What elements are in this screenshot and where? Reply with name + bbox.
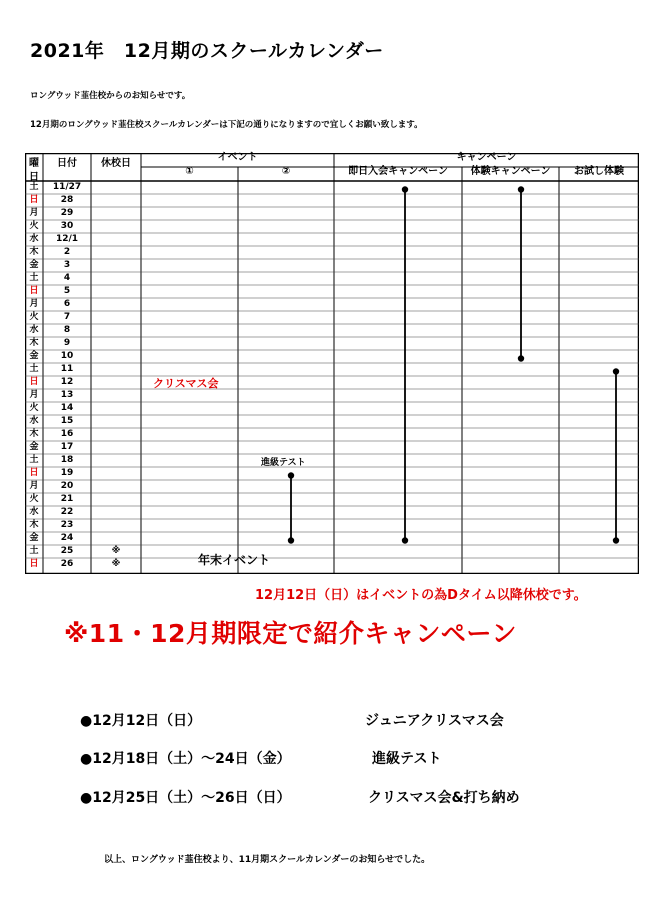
weekday-cell: 月 xyxy=(29,299,39,309)
campaign-trial-span-start-dot xyxy=(518,186,524,192)
event-date-2: ●12月18日（土）～24日（金） xyxy=(80,751,291,767)
weekday-cell: 金 xyxy=(29,442,39,452)
weekday-cell: 日 xyxy=(29,559,39,569)
header-event-2: ② xyxy=(281,166,291,177)
weekday-cell: 月 xyxy=(29,481,39,491)
weekday-cell: 木 xyxy=(29,247,39,257)
weekday-cell: 水 xyxy=(29,234,39,244)
event-name-3: クリスマス会&打ち納め xyxy=(368,790,520,806)
test-span-start-dot xyxy=(288,472,294,478)
date-cell: 26 xyxy=(60,559,74,569)
date-cell: 20 xyxy=(60,481,74,491)
event-label-test: 進級テスト xyxy=(261,458,306,468)
weekday-cell: 水 xyxy=(29,325,39,335)
date-cell: 12 xyxy=(60,377,74,387)
date-cell: 17 xyxy=(60,442,74,452)
closure-mark: ※ xyxy=(111,546,121,556)
header-date: 日付 xyxy=(57,158,77,169)
weekday-cell: 火 xyxy=(29,494,39,504)
header-closure: 休校日 xyxy=(101,158,131,169)
date-cell: 11 xyxy=(60,364,74,374)
date-cell: 5 xyxy=(63,286,71,296)
date-cell: 8 xyxy=(63,325,71,335)
date-cell: 29 xyxy=(60,208,74,218)
campaign-try-span-start-dot xyxy=(613,368,619,374)
grid-border xyxy=(26,154,639,574)
date-cell: 18 xyxy=(60,455,74,465)
page-title: 2021年 12月期のスクールカレンダー xyxy=(30,40,384,62)
weekday-cell: 月 xyxy=(29,390,39,400)
date-cell: 22 xyxy=(60,507,74,517)
weekday-cell: 土 xyxy=(29,455,39,465)
weekday-cell: 土 xyxy=(29,182,39,192)
header-campaign: キャンペーン xyxy=(456,152,517,163)
notice-line-2: 12月期のロングウッド韮住校スクールカレンダーは下記の通りになりますので宜しくお願い致します。 xyxy=(30,120,423,130)
header-campaign-try: お試し体験 xyxy=(574,166,624,177)
footer-note: 以上、ロングウッド韮住校より、11月期スクールカレンダーのお知らせでした。 xyxy=(104,855,431,865)
date-cell: 2 xyxy=(63,247,71,257)
date-cell: 30 xyxy=(60,221,74,231)
closure-mark: ※ xyxy=(111,559,121,569)
date-cell: 24 xyxy=(60,533,74,543)
weekday-cell: 水 xyxy=(29,507,39,517)
date-cell: 14 xyxy=(60,403,74,413)
date-cell: 16 xyxy=(60,429,74,439)
weekday-cell: 日 xyxy=(29,286,39,296)
promo-banner: ※11・12月期限定で紹介キャンペーン xyxy=(64,619,517,648)
header-weekday: 曜日 xyxy=(29,158,39,183)
date-cell: 3 xyxy=(63,260,71,270)
campaign-trial-span-end-dot xyxy=(518,355,524,361)
date-cell: 11/27 xyxy=(52,182,82,192)
weekday-cell: 日 xyxy=(29,377,39,387)
weekday-cell: 木 xyxy=(29,520,39,530)
weekday-cell: 木 xyxy=(29,338,39,348)
date-cell: 21 xyxy=(60,494,74,504)
campaign-instant-span-end-dot xyxy=(402,537,408,543)
weekday-cell: 火 xyxy=(29,312,39,322)
date-cell: 19 xyxy=(60,468,74,478)
event-name-2: 進級テスト xyxy=(372,751,442,767)
calendar-table xyxy=(25,153,639,574)
closure-note: 12月12日（日）はイベントの為Dタイム以降休校です。 xyxy=(255,588,587,603)
date-cell: 13 xyxy=(60,390,74,400)
date-cell: 15 xyxy=(60,416,74,426)
date-cell: 7 xyxy=(63,312,71,322)
weekday-cell: 金 xyxy=(29,260,39,270)
weekday-cell: 月 xyxy=(29,208,39,218)
event-label-christmas: クリスマス会 xyxy=(153,377,219,390)
date-cell: 10 xyxy=(60,351,74,361)
weekday-cell: 金 xyxy=(29,351,39,361)
weekday-cell: 金 xyxy=(29,533,39,543)
header-campaign-trial: 体験キャンペーン xyxy=(470,166,551,177)
weekday-cell: 火 xyxy=(29,403,39,413)
weekday-cell: 土 xyxy=(29,546,39,556)
event-date-1: ●12月12日（日） xyxy=(80,713,202,729)
campaign-try-span-end-dot xyxy=(613,537,619,543)
notice-line-1: ロングウッド韮住校からのお知らせです。 xyxy=(30,91,191,101)
campaign-instant-span-start-dot xyxy=(402,186,408,192)
date-cell: 4 xyxy=(63,273,71,283)
weekday-cell: 木 xyxy=(29,429,39,439)
weekday-cell: 土 xyxy=(29,273,39,283)
weekday-cell: 火 xyxy=(29,221,39,231)
weekday-cell: 日 xyxy=(29,468,39,478)
calendar-grid xyxy=(25,153,639,574)
header-campaign-instant: 即日入会キャンペーン xyxy=(348,166,448,177)
date-cell: 6 xyxy=(63,299,71,309)
header-event-1: ① xyxy=(185,166,194,177)
date-cell: 25 xyxy=(60,546,74,556)
date-cell: 28 xyxy=(60,195,74,205)
test-span-end-dot xyxy=(288,537,294,543)
date-cell: 23 xyxy=(60,520,74,530)
weekday-cell: 水 xyxy=(29,416,39,426)
event-date-3: ●12月25日（土）～26日（日） xyxy=(80,790,291,806)
header-event: イベント xyxy=(217,152,258,163)
weekday-cell: 土 xyxy=(29,364,39,374)
date-cell: 12/1 xyxy=(55,234,79,244)
event-label-yearend: 年末イベント xyxy=(198,553,271,567)
weekday-cell: 日 xyxy=(29,195,39,205)
event-name-1: ジュニアクリスマス会 xyxy=(365,713,504,729)
date-cell: 9 xyxy=(63,338,71,348)
